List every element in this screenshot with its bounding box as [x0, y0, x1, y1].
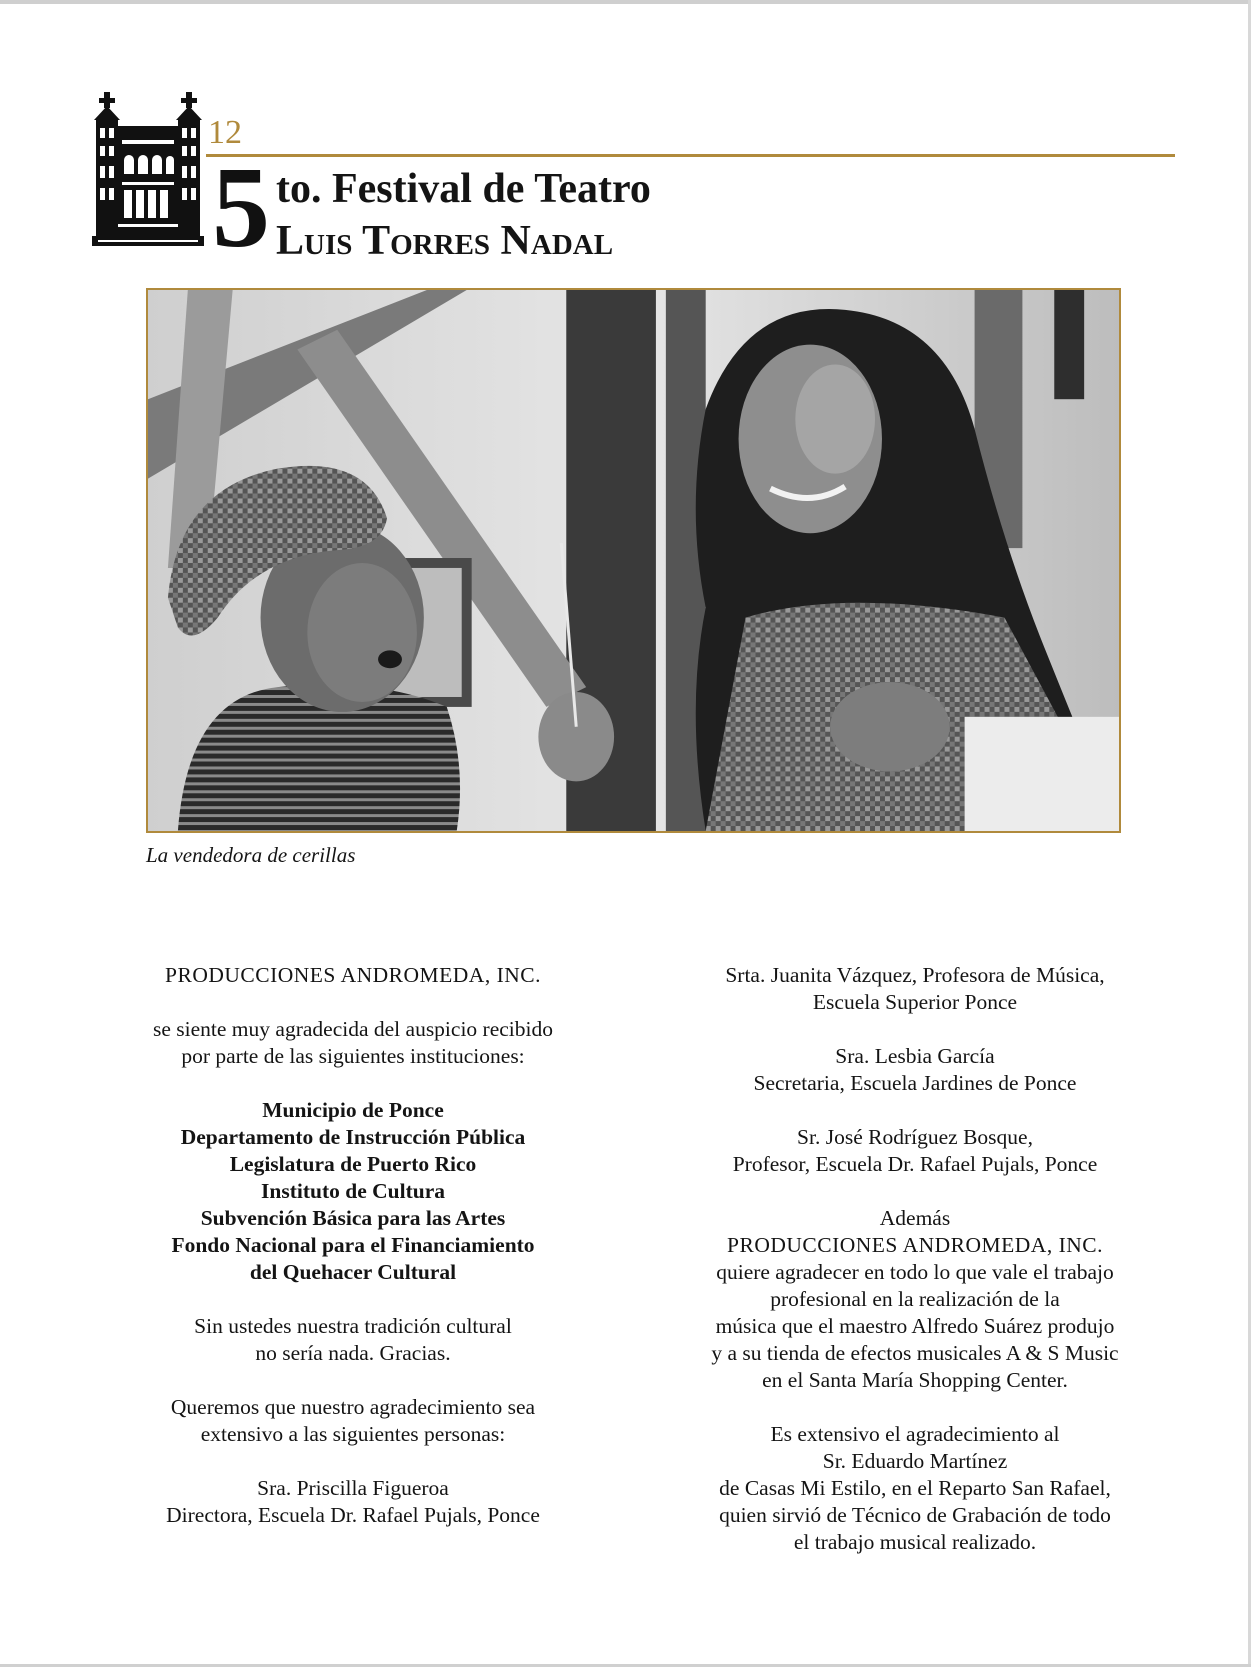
festival-subtitle: Luis Torres Nadal: [276, 218, 614, 264]
paragraph-line: y a su tienda de efectos musicales A & S Music: [711, 1341, 1119, 1365]
person-role: Directora, Escuela Dr. Rafael Pujals, Ponce: [166, 1503, 540, 1527]
closing-line: Sin ustedes nuestra tradición cultural: [194, 1314, 512, 1338]
company-name: PRODUCCIONES ANDROMEDA, INC.: [727, 1233, 1103, 1257]
festival-title: to. Festival de Teatro: [276, 166, 651, 212]
right-column: [660, 962, 1170, 1556]
paragraph-line: el trabajo musical realizado.: [793, 1530, 1037, 1554]
company-name: PRODUCCIONES ANDROMEDA, INC.: [165, 963, 541, 987]
institution-item: Fondo Nacional para el Financiamiento: [171, 1233, 535, 1257]
person-line: Sra. Lesbia García: [835, 1044, 995, 1068]
person-name: Sra. Priscilla Figueroa: [257, 1476, 449, 1500]
person-line: Escuela Superior Ponce: [812, 990, 1018, 1014]
person-line: Sr. José Rodríguez Bosque,: [797, 1125, 1033, 1149]
header-rule: [206, 154, 1175, 157]
paragraph-line: quien sirvió de Técnico de Grabación de todo: [719, 1503, 1111, 1527]
left-column: [108, 962, 598, 1529]
institution-item: Subvención Básica para las Artes: [200, 1206, 506, 1230]
institution-item: Municipio de Ponce: [262, 1098, 444, 1122]
theatre-building-logo: [92, 90, 204, 250]
institution-item: del Quehacer Cultural: [249, 1260, 457, 1284]
closing-line: no sería nada. Gracias.: [255, 1341, 451, 1365]
thanks-line: por parte de las siguientes instituciones:: [181, 1044, 525, 1068]
page-top-edge: [0, 0, 1251, 4]
paragraph-line: profesional en la realización de la: [770, 1287, 1060, 1311]
festival-edition-numeral: 5: [212, 144, 270, 272]
paragraph-line: Es extensivo el agradecimiento al: [770, 1422, 1060, 1446]
stage-photograph: [146, 288, 1121, 833]
extend-line: extensivo a las siguientes personas:: [200, 1422, 506, 1446]
page-number: 12: [208, 114, 242, 151]
person-line: Srta. Juanita Vázquez, Profesora de Música,: [725, 963, 1105, 987]
paragraph-line: Además: [879, 1206, 951, 1230]
paragraph-line: Sr. Eduardo Martínez: [822, 1449, 1008, 1473]
paragraph-line: de Casas Mi Estilo, en el Reparto San Rafael,: [719, 1476, 1111, 1500]
institution-item: Departamento de Instrucción Pública: [180, 1125, 526, 1149]
paragraph-line: quiere agradecer en todo lo que vale el trabajo: [716, 1260, 1114, 1284]
photo-caption: La vendedora de cerillas: [146, 843, 356, 867]
institution-item: Instituto de Cultura: [261, 1179, 445, 1203]
paragraph-line: música que el maestro Alfredo Suárez produjo: [715, 1314, 1115, 1338]
extend-line: Queremos que nuestro agradecimiento sea: [170, 1395, 536, 1419]
person-line: Secretaria, Escuela Jardines de Ponce: [753, 1071, 1077, 1095]
thanks-line: se siente muy agradecida del auspicio recibido: [153, 1017, 553, 1041]
paragraph-line: en el Santa María Shopping Center.: [762, 1368, 1068, 1392]
person-line: Profesor, Escuela Dr. Rafael Pujals, Ponce: [732, 1152, 1098, 1176]
institution-item: Legislatura de Puerto Rico: [229, 1152, 477, 1176]
